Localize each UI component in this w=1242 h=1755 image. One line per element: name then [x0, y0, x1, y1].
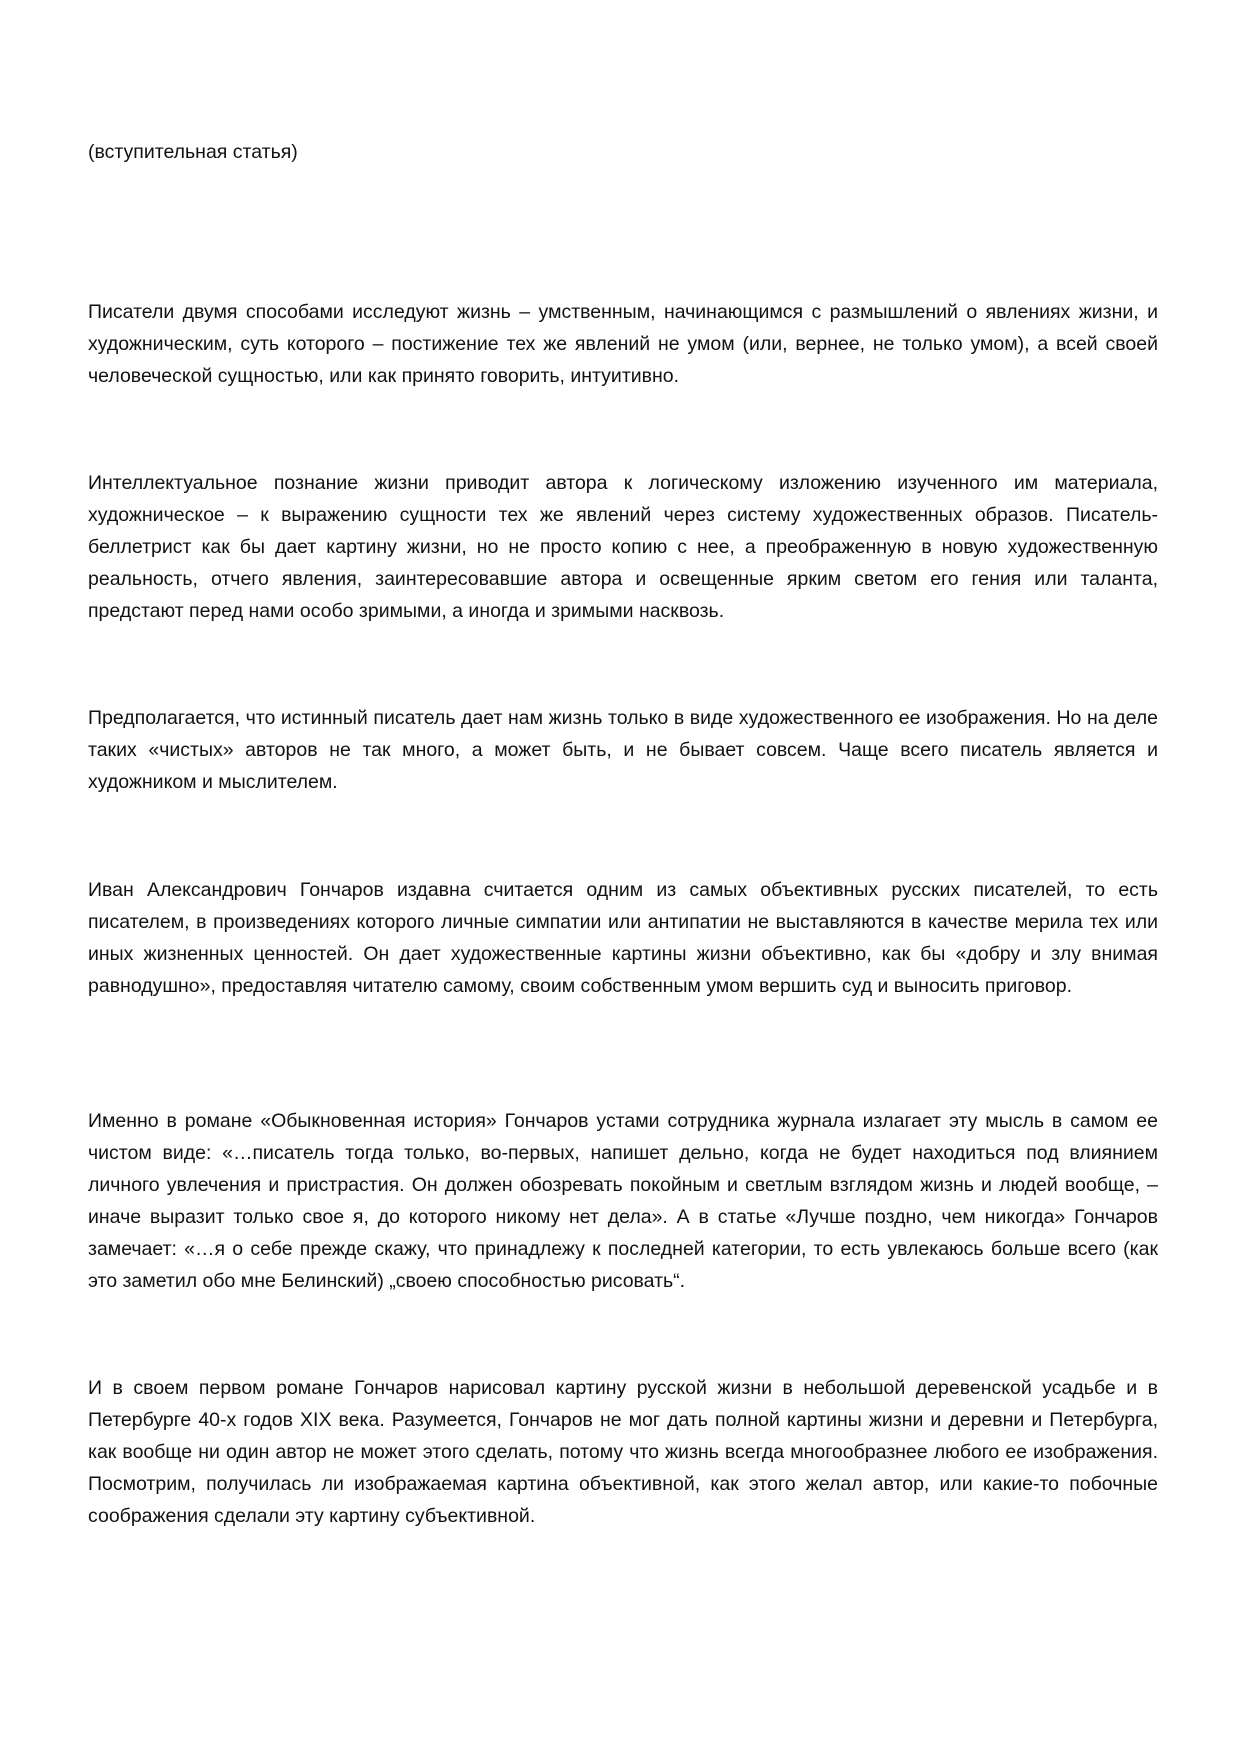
- paragraph: И в своем первом романе Гончаров нарисовал картину русской жизни в небольшой деревенской усадьбе и в Петербурге 40-х годов XIX века. Разумеется, Гончаров не мог дать полной картины жизни и деревни и Петербурга, как вообще ни один автор не может этого сделать, потому что жизнь всегда многообразнее любого ее изображения. Посмотрим, получилась ли изображаемая картина объективной, как этого желал автор, или какие-то побочные соображения сделали эту картину субъективной.: [88, 1377, 1158, 1527]
- paragraph: Интеллектуальное познание жизни приводит автора к логическому изложению изученного им материала, художническое – к выражению сущности тех же явлений через систему художественных образов. Писатель-беллетрист как бы дает картину жизни, но не просто копию с нее, а преображенную в новую художественную реальность, отчего явления, заинтересовавшие автора и освещенные ярким светом его гения или таланта, предстают перед нами особо зримыми, а иногда и зримыми насквозь.: [88, 472, 1158, 622]
- paragraph: Именно в романе «Обыкновенная история» Гончаров устами сотрудника журнала излагает эту мысль в самом ее чистом виде: «…писатель тогда только, во-первых, напишет дельно, когда не будет находиться под влиянием личного увлечения и пристрастия. Он должен обозревать покойным и светлым взглядом жизнь и людей вообще, – иначе выразит только свое я, до которого никому нет дела». А в статье «Лучше поздно, чем никогда» Гончаров замечает: «…я о себе прежде скажу, что принадлежу к последней категории, то есть увлекаюсь больше всего (как это заметил обо мне Белинский) „своею способностью рисовать“.: [88, 1110, 1158, 1292]
- paragraph: Иван Александрович Гончаров издавна считается одним из самых объективных русских писателей, то есть писателем, в произведениях которого личные симпатии или антипатии не выставляются в качестве мерила тех или иных жизненных ценностей. Он дает художественные картины жизни объективно, как бы «добру и злу внимая равнодушно», предоставляя читателю самому, своим собственным умом вершить суд и выносить приговор.: [88, 879, 1158, 997]
- paragraph: Предполагается, что истинный писатель дает нам жизнь только в виде художественного ее изображения. Но на деле таких «чистых» авторов не так много, а может быть, и не бывает совсем. Чаще всего писатель является и художником и мыслителем.: [88, 707, 1158, 793]
- paragraph: Писатели двумя способами исследуют жизнь – умственным, начинающимся с размышлений о явлениях жизни, и художническим, суть которого – постижение тех же явлений не умом (или, вернее, не только умом), а всей своей человеческой сущностью, или как принято говорить, интуитивно.: [88, 301, 1158, 387]
- article-subtitle: (вступительная статья): [88, 141, 298, 163]
